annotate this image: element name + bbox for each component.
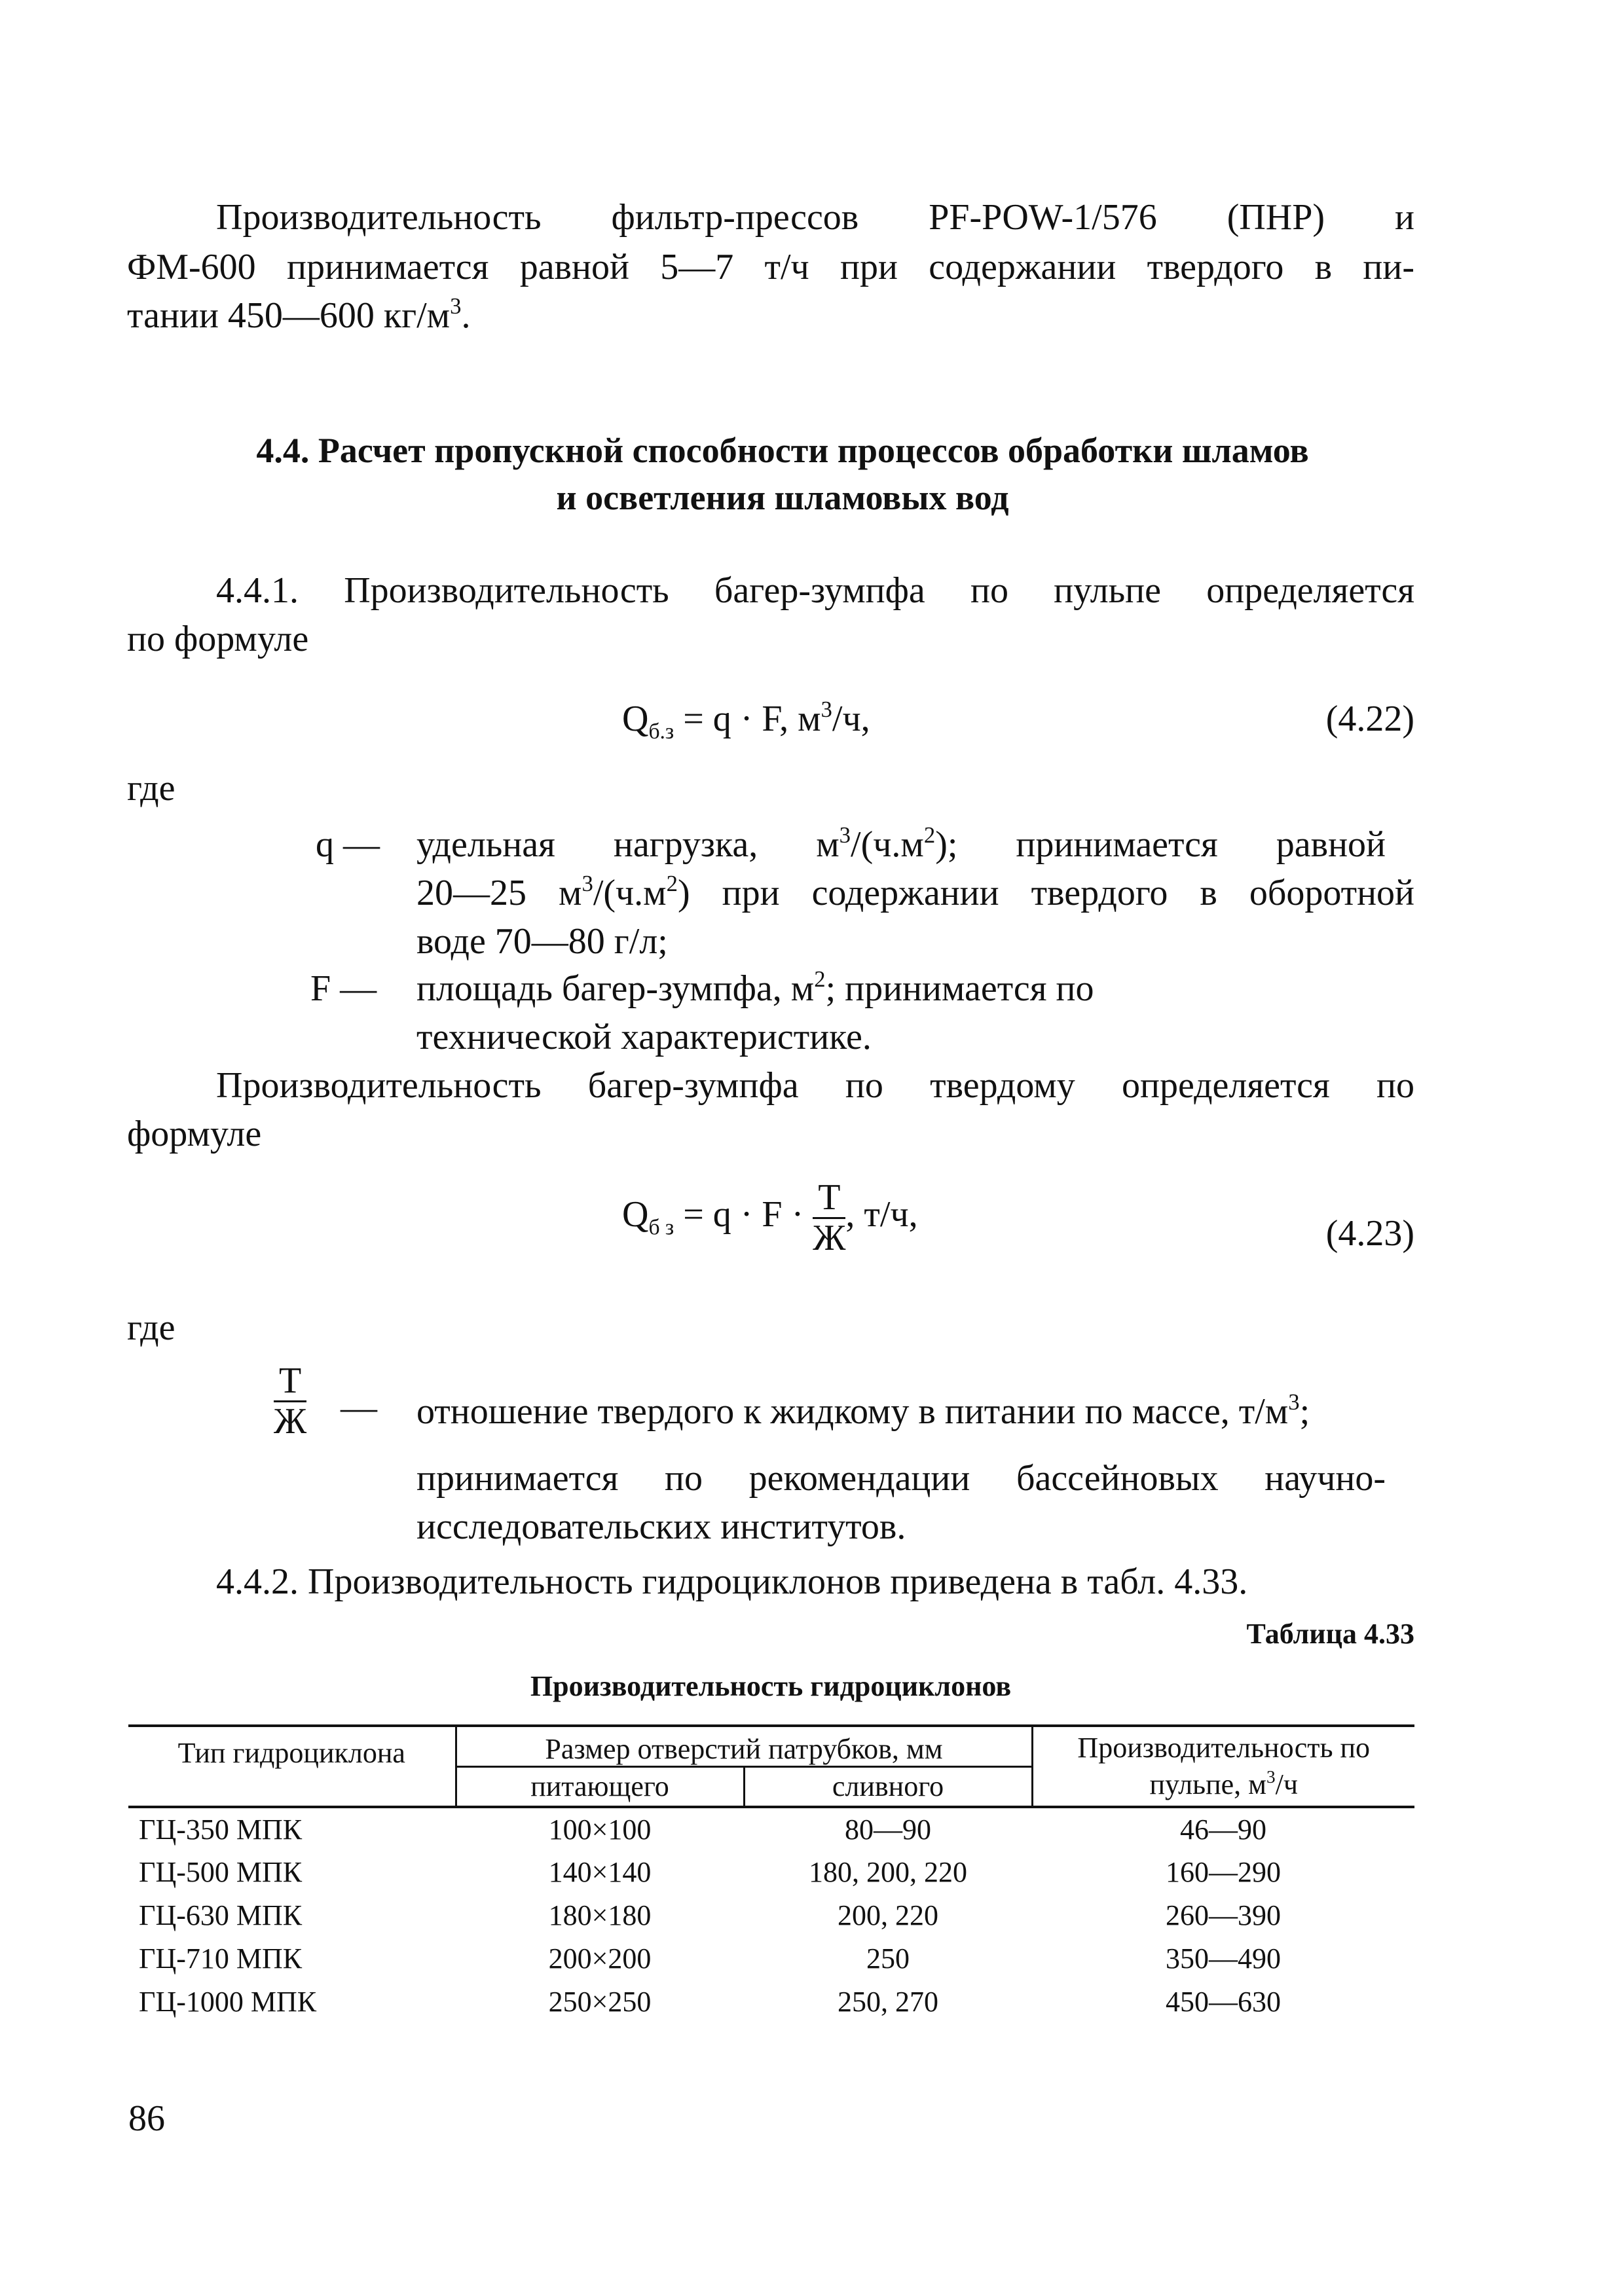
def-q-symbol: q — — [316, 824, 380, 865]
ratio-line-3: исследовательских институтов. — [416, 1506, 906, 1547]
intro-line-2: ФМ-600 принимается равной 5—7 т/ч при содержании твердого в пи- — [127, 247, 1414, 287]
header-drain: сливного — [744, 1766, 1032, 1807]
cell-drain: 250 — [866, 1942, 910, 1975]
cell-type: ГЦ-630 МПК — [139, 1899, 303, 1931]
formula-4-22: $Q_{б.з} = q \cdot F$, $м^3/ч$, — [622, 696, 870, 744]
fraction-t-over-zh: $\frac{Т}{Ж}$ — [813, 1177, 846, 1258]
cell-drain: 250, 270 — [838, 1985, 938, 2018]
p441-line-2: по формуле — [127, 619, 309, 659]
cell-capacity: 46—90 — [1180, 1813, 1266, 1846]
table-row — [128, 1850, 1414, 1893]
def-q-line-2: 20—25 $м^3/(ч.м^2)$ при содержании твердого в оборотной — [416, 870, 1415, 913]
def-q-line-3: воде 70—80 г/л; — [416, 921, 668, 962]
hydrocyclone-table — [128, 1724, 1414, 2023]
ratio-line-1: отношение твердого к жидкому в питании по массе, $т/м^3$; — [416, 1389, 1310, 1432]
cell-type: ГЦ-500 МПК — [139, 1855, 303, 1888]
header-type: Тип гидроциклона — [128, 1726, 456, 1807]
table-row — [128, 1807, 1414, 1850]
ratio-fraction: $\frac{Т}{Ж}$ — [274, 1360, 307, 1442]
section-title-line-1: 4.4. Расчет пропускной способности процессов обработки шламов — [256, 431, 1309, 470]
table-row — [128, 1937, 1414, 1980]
def-f-line-2: технической характеристике. — [416, 1017, 872, 1057]
cell-feed: 180×180 — [548, 1899, 652, 1931]
cell-type: ГЦ-350 МПК — [139, 1813, 303, 1846]
def-q-line-1: удельная нагрузка, $м^3/(ч.м^2)$; принимается равной — [416, 822, 1386, 865]
cell-type: ГЦ-1000 МПК — [139, 1985, 317, 2018]
cell-drain: 200, 220 — [838, 1899, 938, 1931]
formula-4-23-number: (4.23) — [1325, 1213, 1414, 1254]
where-label-1: где — [127, 768, 175, 809]
cell-type: ГЦ-710 МПК — [139, 1942, 303, 1975]
section-title-line-2: и осветления шламовых вод — [556, 478, 1009, 517]
intro-line-3: тании 450—600 $кг/м^3$. — [127, 293, 471, 336]
table-label: Таблица 4.33 — [1246, 1618, 1414, 1650]
header-capacity: Производительность по пульпе, $м^3/ч$ — [1032, 1726, 1414, 1807]
table-row — [128, 1893, 1414, 1937]
cell-feed: 200×200 — [548, 1942, 652, 1975]
cell-capacity: 350—490 — [1166, 1942, 1281, 1975]
cell-feed: 250×250 — [548, 1985, 652, 2018]
def-f-line-1: площадь багер-зумпфа, $м^2$; принимается по — [416, 966, 1094, 1009]
cell-capacity: 260—390 — [1166, 1899, 1281, 1931]
table-row — [128, 1980, 1414, 2023]
cell-capacity: 160—290 — [1166, 1855, 1281, 1888]
p-solid-line-1: Производительность багер-зумпфа по твердому определяется по — [216, 1065, 1414, 1106]
intro-line-1: Производительность фильтр-прессов PF-POW-1/576 (ПНР) и — [216, 197, 1414, 238]
header-size: Размер отверстий патрубков, мм — [456, 1726, 1032, 1766]
def-f-symbol: F — — [310, 968, 377, 1009]
ratio-line-2: принимается по рекомендации бассейновых научно- — [416, 1458, 1386, 1499]
p442: 4.4.2. Производительность гидроциклонов приведена в табл. 4.33. — [216, 1561, 1248, 1602]
cell-drain: 80—90 — [845, 1813, 931, 1846]
where-label-2: где — [127, 1307, 175, 1348]
p441-line-1: 4.4.1. Производительность багер-зумпфа по пульпе определяется — [216, 570, 1414, 611]
p-solid-line-2: формуле — [127, 1114, 262, 1154]
formula-4-22-number: (4.22) — [1325, 699, 1414, 739]
formula-4-23: $Q_{б з} = q \cdot F$ · $\frac{Т}{Ж}$ , т/ч, — [622, 1177, 918, 1258]
cell-feed: 100×100 — [548, 1813, 652, 1846]
cell-drain: 180, 200, 220 — [809, 1855, 967, 1888]
ratio-dash: — — [341, 1387, 377, 1428]
cell-feed: 140×140 — [548, 1855, 652, 1888]
cell-capacity: 450—630 — [1166, 1985, 1281, 2018]
page-number: 86 — [128, 2098, 165, 2139]
header-feed: питающего — [456, 1766, 744, 1807]
table-caption: Производительность гидроциклонов — [530, 1670, 1012, 1702]
